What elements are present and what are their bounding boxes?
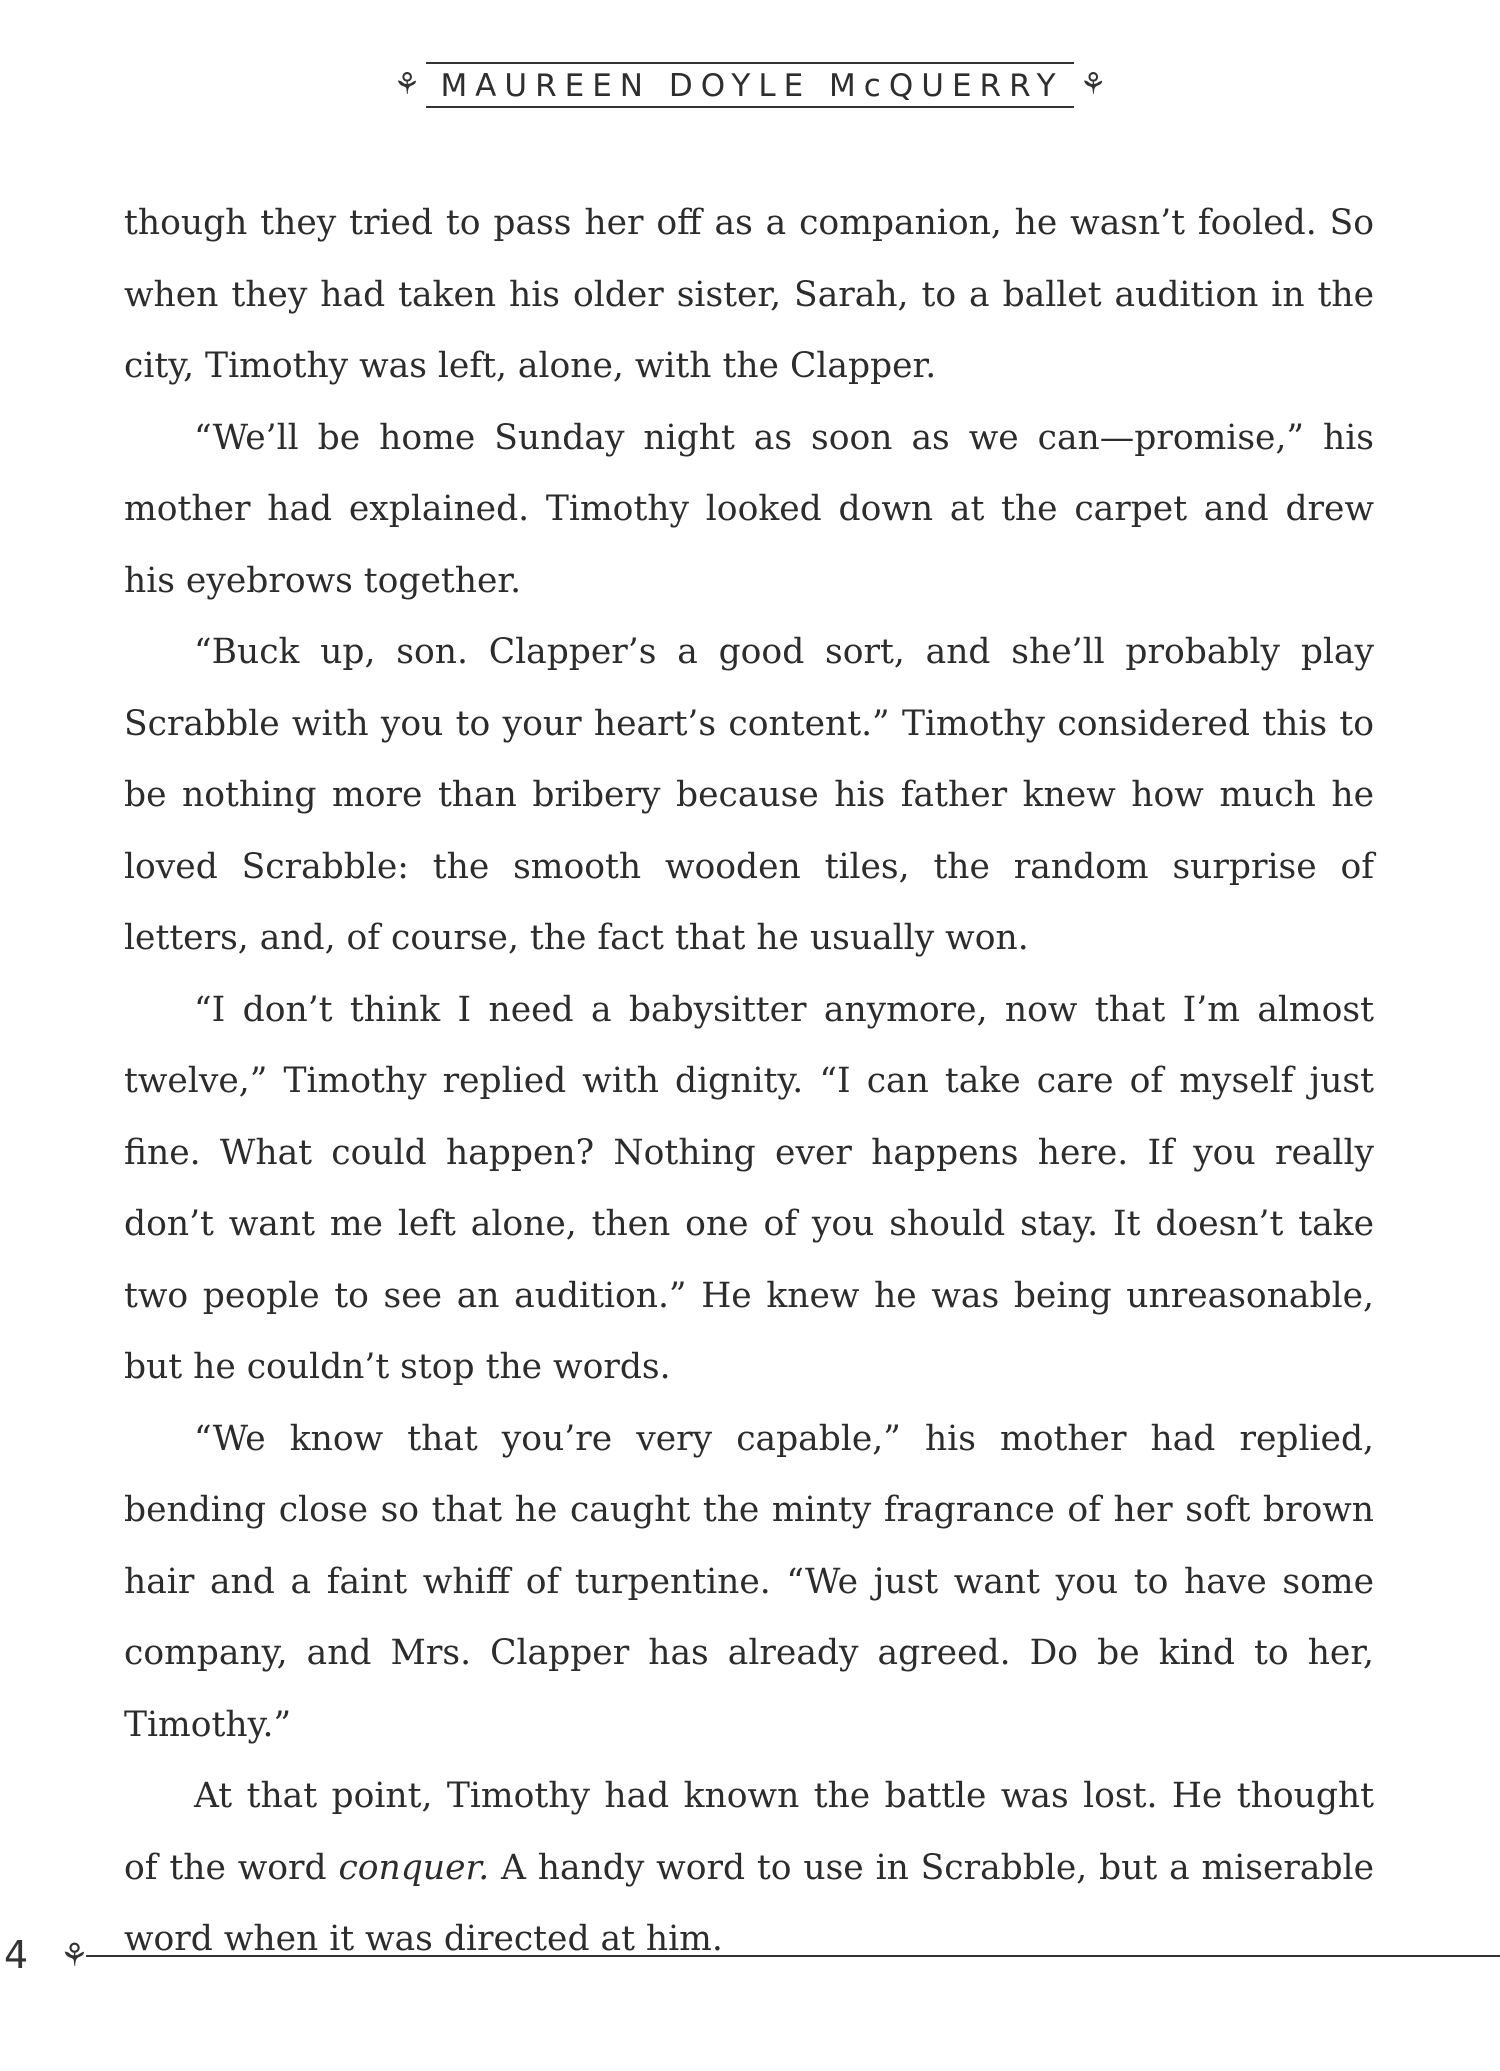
paragraph-6-after: A handy word to use in Scrabble, but a miserable word when it was directed at him. <box>124 1847 1374 1959</box>
running-head <box>0 62 1500 108</box>
paragraph-3: “Buck up, son. Clapper’s a good sort, and she’ll probably play Scrabble with you to your heart’s content.” Timothy considered this to be nothing more than bribery because his father knew how much he loved Scrabble: the smooth wooden tiles, the random surprise of letters, and, of course, the fact that he usually won. <box>124 632 1374 958</box>
body-text <box>124 188 1374 1976</box>
running-title: MAUREEN DOYLE McQUERRY <box>426 62 1073 108</box>
running-head-box <box>394 62 1107 108</box>
paragraph-1: though they tried to pass her off as a companion, he wasn’t fooled. So when they had taken his older sister, Sarah, to a ballet audition in the city, Timothy was left, alone, with the Clapper. <box>124 203 1374 386</box>
footer-rule <box>86 1955 1500 1957</box>
paragraph-4: “I don’t think I need a babysitter anymore, now that I’m almost twelve,” Timothy replied with dignity. “I can take care of myself just fine. What could happen? Nothing ever happens here. If you really don’t want me left alone, then one of you should stay. It doesn’t take two people to see an audition.” He knew he was being unreasonable, but he couldn’t stop the words. <box>124 989 1374 1387</box>
italic-word-conquer: conquer. <box>338 1847 490 1888</box>
page-number: 4 <box>4 1933 29 1977</box>
left-ornament-icon: ⚘ <box>393 67 421 102</box>
page-footer <box>0 1930 1500 1980</box>
footer-ornament-icon: ⚘ <box>60 1936 89 1974</box>
right-ornament-icon: ⚘ <box>1079 67 1107 102</box>
paragraph-2: “We’ll be home Sunday night as soon as we can—promise,” his mother had explained. Timothy looked down at the carpet and drew his eyebrows together. <box>124 417 1374 601</box>
paragraph-5: “We know that you’re very capable,” his mother had replied, bending close so that he caught the minty fragrance of her soft brown hair and a faint whiff of turpentine. “We just want you to have some company, and Mrs. Clapper has already agreed. Do be kind to her, Timothy.” <box>124 1418 1374 1745</box>
paragraph-6-before: At that point, Timothy had known the battle was lost. He thought of the word <box>124 1776 1374 1888</box>
